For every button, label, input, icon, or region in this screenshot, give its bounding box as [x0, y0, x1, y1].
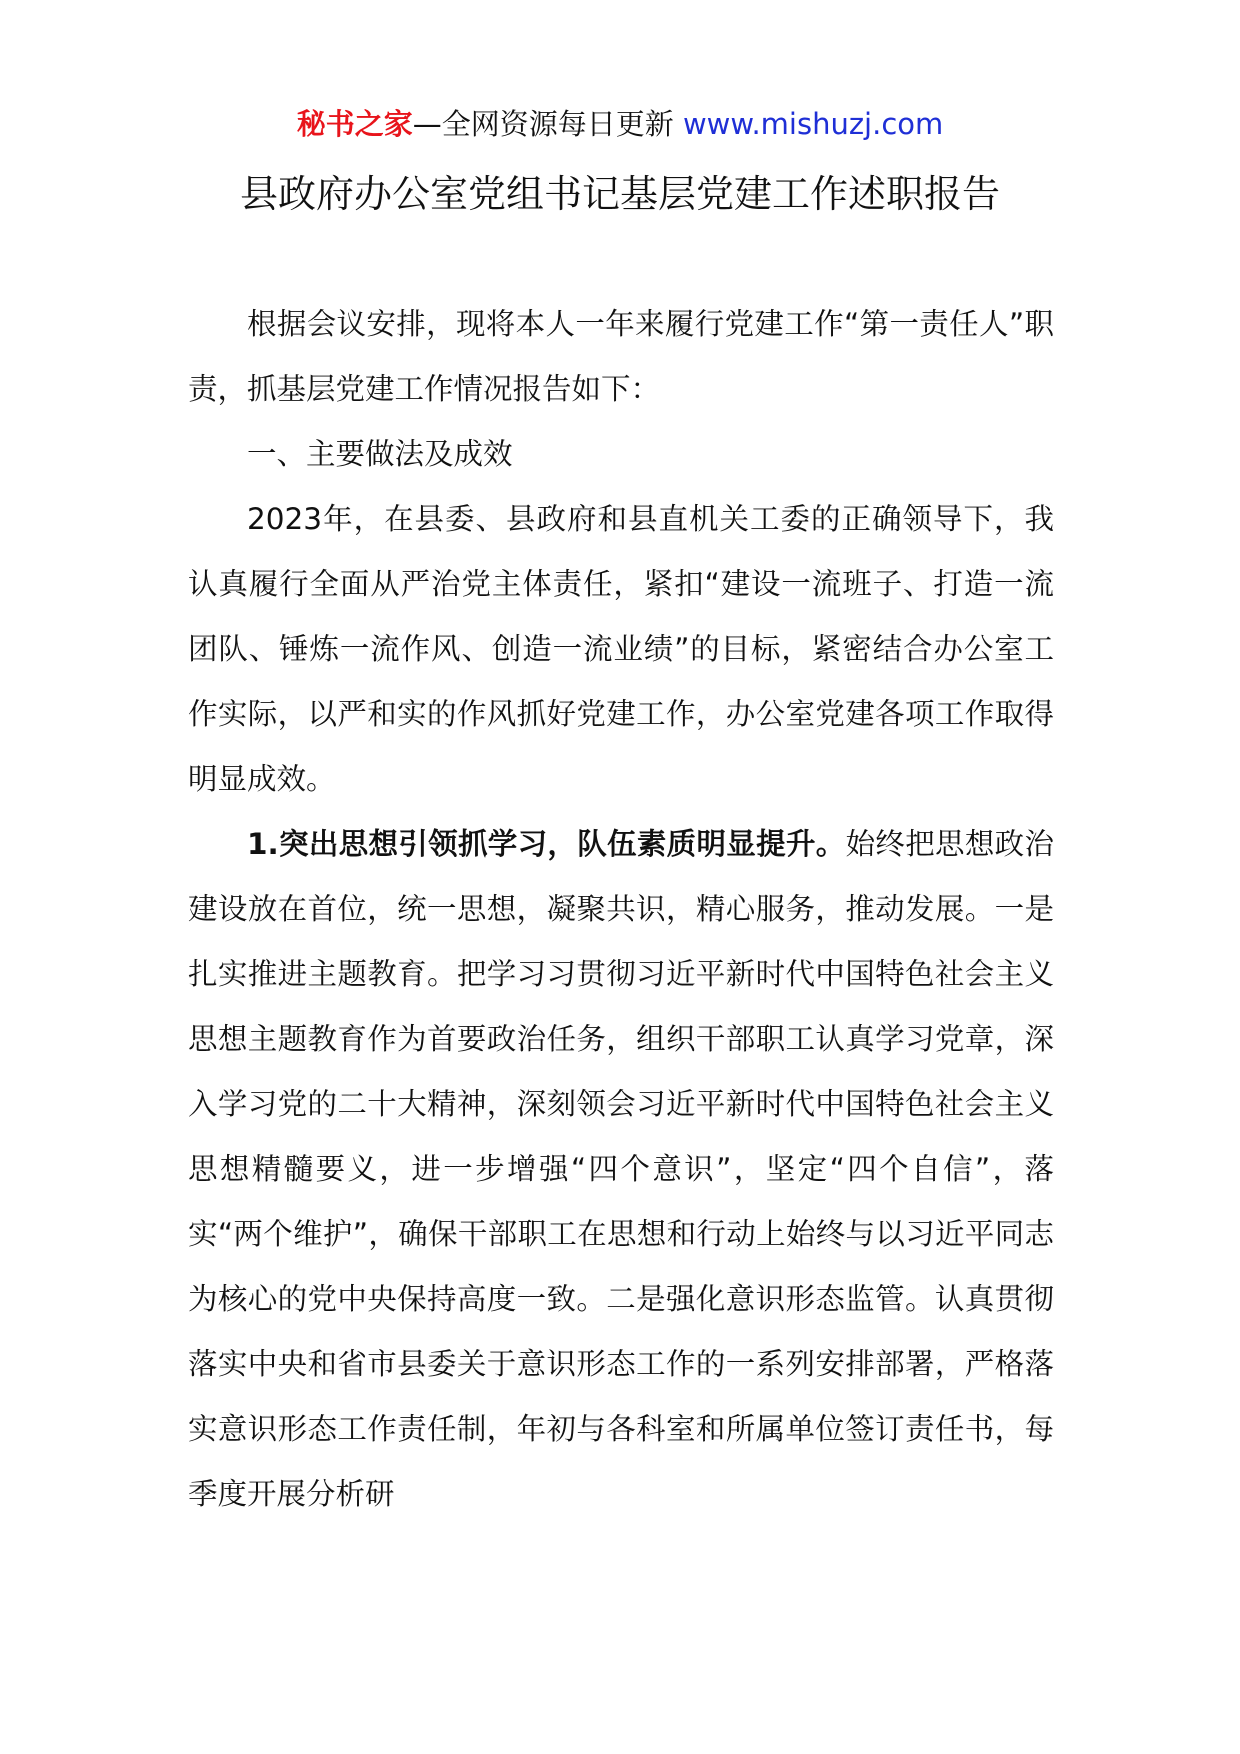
document-body — [188, 292, 1054, 1527]
section-heading: 一、主要做法及成效 — [247, 437, 513, 471]
item-paragraph — [188, 812, 1054, 1527]
item-body-text: 始终把思想政治建设放在首位，统一思想，凝聚共识，精心服务，推动发展。一是扎实推进主题教育。把学习习贯彻习近平新时代中国特色社会主义思想主题教育作为首要政治任务，组织干部职工认真学习党章，深入学习党的二十大精神，深刻领会习近平新时代中国特色社会主义思想精髓要义，进一步增强“四个意识”，坚定“四个自信”，落实“两个维护”，确保干部职工在思想和行动上始终与以习近平同志为核心的党中央保持高度一致。二是强化意识形态监管。认真贯彻落实中央和省市县委关于意识形态工作的一系列安排部署，严格落实意识形态工作责任制，年初与各科室和所属单位签订责任书，每季度开展分析研 — [188, 827, 1054, 1511]
section-paragraph: 2023年，在县委、县政府和县直机关工委的正确领导下，我认真履行全面从严治党主体责任，紧扣“建设一流班子、打造一流团队、锤炼一流作风、创造一流业绩”的目标，紧密结合办公室工作实际，以严和实的作风抓好党建工作，办公室党建各项工作取得明显成效。 — [188, 502, 1054, 796]
banner-tagline: —全网资源每日更新 — [412, 107, 674, 141]
intro-paragraph: 根据会议安排，现将本人一年来履行党建工作“第一责任人”职责，抓基层党建工作情况报告如下： — [188, 307, 1054, 406]
site-url-link[interactable]: www.mishuzj.com — [682, 107, 944, 141]
document-title: 县政府办公室党组书记基层党建工作述职报告 — [239, 172, 1000, 216]
site-banner — [0, 100, 1240, 148]
item-lead-sentence: 1.突出思想引领抓学习，队伍素质明显提升。 — [247, 827, 846, 861]
brand-name: 秘书之家 — [296, 107, 413, 141]
